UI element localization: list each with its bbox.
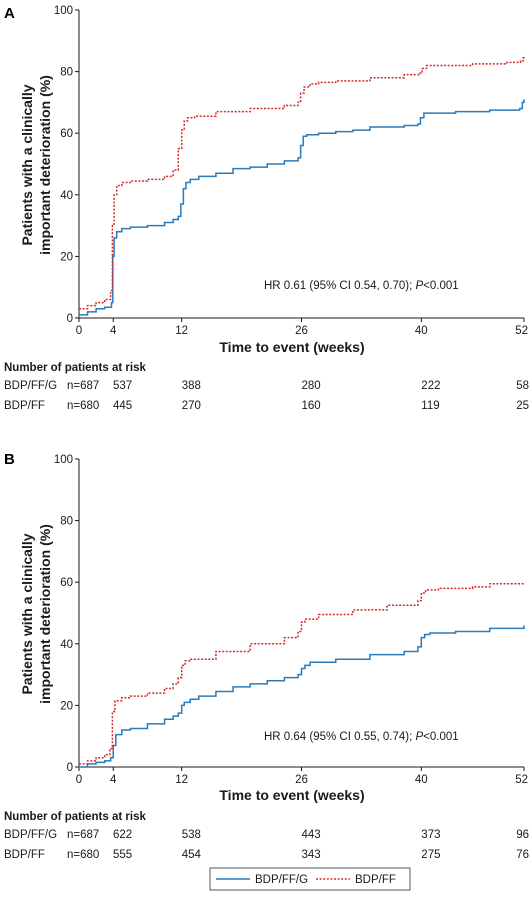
panel-a-x-tick-label: 12	[175, 325, 189, 337]
legend-label-bdp-ff: BDP/FF	[355, 874, 396, 886]
panel-a-x-tick-label: 52	[515, 325, 528, 337]
panel-a-risk-row-label: BDP/FF	[4, 400, 45, 412]
panel-b-y-tick-label: 80	[60, 515, 73, 528]
panel-b-risk-cell: 443	[301, 829, 321, 841]
panel-b-x-tick-label: 4	[110, 774, 117, 786]
panel-b-risk-row-label: BDP/FF/G	[4, 829, 58, 841]
panel-a-risk-cell: 445	[113, 400, 133, 412]
panel-b-risk-cell: 96	[516, 829, 529, 841]
panel-b-y-axis-label-line1: Patients with a clinically	[19, 533, 35, 695]
panel-a-x-tick-label: 0	[75, 325, 83, 337]
panel-a-risk-cell: 222	[421, 380, 441, 392]
panel-b-x-tick-label: 0	[75, 774, 83, 786]
panel-a-y-axis-label-line1: Patients with a clinically	[19, 84, 35, 246]
panel-a-y-tick-label: 100	[53, 5, 73, 17]
panel-a-y-tick-label: 60	[60, 128, 73, 141]
panel-a-y-axis-label-line2: important deterioration (%)	[37, 75, 53, 255]
panel-a-risk-cell: 58	[516, 380, 529, 392]
panel-b-x-tick-label: 52	[515, 774, 528, 786]
panel-a-risk-header: Number of patients at risk	[4, 362, 146, 374]
panel-a-risk-row-n: n=687	[67, 380, 100, 392]
panel-b-risk-header: Number of patients at risk	[4, 811, 146, 823]
panel-b-x-axis-label: Time to event (weeks)	[219, 787, 365, 803]
panel-a-y-tick-label: 0	[66, 313, 73, 325]
panel-b-risk-cell: 343	[301, 849, 321, 861]
panel-a-risk-row-n: n=680	[67, 400, 100, 412]
panel-a-series-bdp-ff-line	[79, 56, 524, 309]
panel-b-risk-cell: 373	[421, 829, 441, 841]
panel-a-x-tick-label: 4	[110, 325, 117, 337]
panel-a-x-tick-label: 26	[295, 325, 308, 337]
panel-a-y-tick-label: 40	[60, 189, 73, 202]
panel-b-x-tick-label: 12	[175, 774, 189, 786]
panel-a-x-tick-label: 40	[414, 325, 428, 337]
panel-b-y-tick-label: 40	[60, 638, 73, 651]
panel-b-risk-cell: 76	[516, 849, 529, 861]
panel-b-y-tick-label: 100	[53, 454, 73, 466]
panel-a-risk-cell: 119	[421, 400, 440, 412]
panel-b-risk-cell: 622	[113, 829, 133, 841]
panel-b-x-tick-label: 26	[295, 774, 308, 786]
panel-a-risk-cell: 537	[113, 380, 133, 392]
panel-a-y-tick-label: 20	[60, 251, 73, 264]
panel-b-risk-row-n: n=687	[67, 829, 100, 841]
panel-a-risk-cell: 25	[516, 400, 529, 412]
panel-b-risk-cell: 454	[181, 849, 201, 861]
panel-b-risk-cell: 555	[113, 849, 133, 861]
panel-b-y-tick-label: 0	[66, 762, 73, 774]
panel-a-x-axis-label: Time to event (weeks)	[219, 339, 365, 355]
panel-b-hazard-ratio: HR 0.64 (95% CI 0.55, 0.74); P<0.001	[264, 731, 459, 743]
panel-b-y-tick-label: 60	[60, 577, 73, 590]
panel-a-hazard-ratio: HR 0.61 (95% CI 0.54, 0.70); P<0.001	[264, 280, 459, 292]
panel-b-risk-row-label: BDP/FF	[4, 849, 45, 861]
panel-b	[4, 451, 529, 861]
panel-a-letter: A	[4, 5, 15, 22]
panel-b-letter: B	[4, 451, 15, 468]
panel-b-risk-table	[4, 811, 529, 861]
legend-label-bdp-ff-g: BDP/FF/G	[255, 874, 309, 886]
panel-b-risk-row-n: n=680	[67, 849, 100, 861]
panel-b-risk-cell: 538	[181, 829, 201, 841]
panel-a-y-tick-label: 80	[60, 66, 73, 79]
panel-b-x-tick-label: 40	[414, 774, 428, 786]
panel-a-risk-row-label: BDP/FF/G	[4, 380, 58, 392]
panel-a-risk-cell: 388	[181, 380, 201, 392]
panel-b-risk-cell: 275	[421, 849, 441, 861]
panel-b-y-axis-label-line2: important deterioration (%)	[37, 524, 53, 704]
panel-b-y-tick-label: 20	[60, 700, 73, 713]
panel-a	[4, 5, 529, 412]
legend	[210, 868, 410, 890]
panel-a-risk-table	[4, 362, 529, 412]
panel-a-risk-cell: 280	[301, 380, 321, 392]
panel-a-risk-cell: 270	[181, 400, 201, 412]
panel-a-risk-cell: 160	[301, 400, 321, 412]
